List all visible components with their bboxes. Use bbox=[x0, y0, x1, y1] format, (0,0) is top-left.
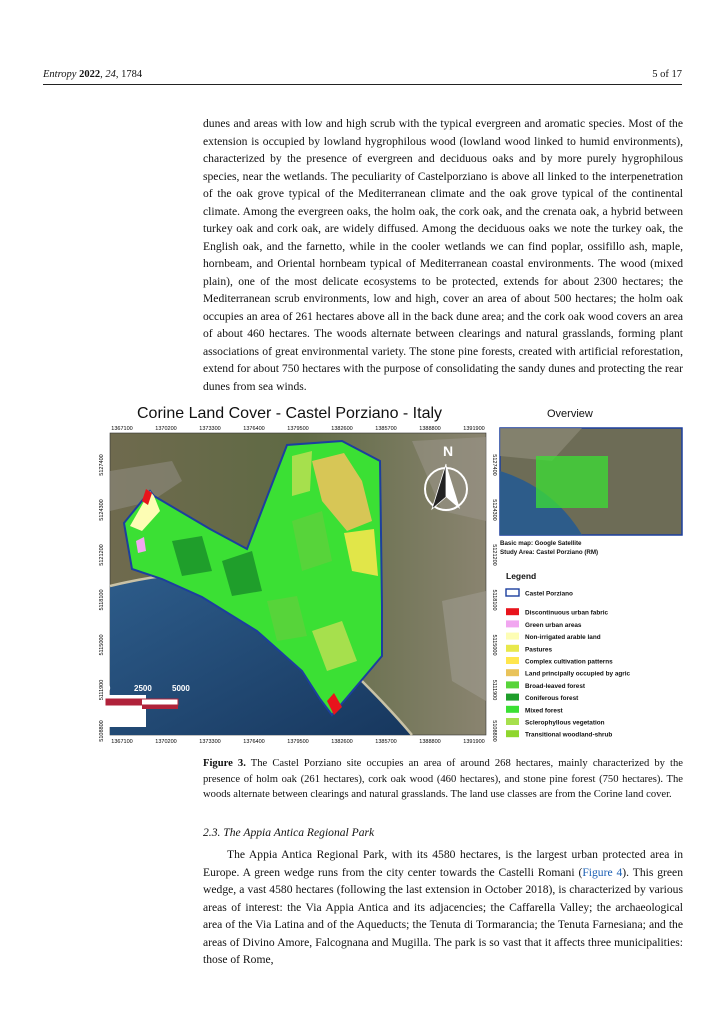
paragraph-part-2: ). This green wedge, a vast 4580 hectares (following the last extension in October 2018), is characterized by various areas of interest: the Via Appia Antica and its adjacencies; the Caffarella Valley; the archaeological area of the Via Latina and of the Aqueducts; the Tenuta di Tormarancia; the Tenuta Farnesiana; and the areas of Divino Amore, Falcognana and Mugilla. The park is so vast that it affects three municipalities: those of Rome, bbox=[203, 865, 683, 966]
x-tick: 1373300 bbox=[199, 739, 221, 745]
y-ticks-right bbox=[491, 454, 497, 741]
x-tick: 1373300 bbox=[199, 426, 221, 432]
legend-swatch bbox=[506, 669, 519, 676]
overview-map bbox=[500, 428, 682, 535]
y-tick: 5124300 bbox=[99, 499, 105, 521]
legend-swatch bbox=[506, 645, 519, 652]
y-tick: 5115000 bbox=[491, 634, 497, 656]
x-tick: 1385700 bbox=[375, 426, 397, 432]
study-area-note: Study Area: Castel Porziano (RM) bbox=[500, 549, 599, 556]
figure-3 bbox=[82, 401, 683, 748]
y-tick: 5108800 bbox=[491, 720, 497, 742]
y-tick: 5111900 bbox=[99, 679, 105, 701]
intro-paragraph: dunes and areas with low and high scrub with the typical evergreen and aromatic species. Most of the extension is occupied by lowland hygrophilous wood (lowland wood linked to humid environments), characterized by the presence of evergreen and deciduous oaks and by more purely hygrophilous species, near the wetlands. The peculiarity of Castelporziano is above all linked to the interpenetration of the oak grove typical of the Mediterranean climate and the oak grove typical of the continental climate. Among the evergreen oaks, the holm oak, the cork oak, and the crenata oak, a hybrid between turkey oak and cork oak, are widely diffused. Among the deciduous oaks we note the turkey oak, the English oak, and the farnetto, while in the cooler wetlands we can find poplar, ossifillo ash, maple, hornbeam, and Oriental hornbeam typical of Mediterranean coastal environments. The wood (mixed plain), one of the most delicate ecosystems to be protected, extends for about 2300 hectares; the Mediterranean scrub environments, low and high, cover an area of about 500 hectares; the holm oak occupies an area of 261 hectares above all in the back dune area; and the cork oak wood covers an area of about 460 hectares. The woods alternate between clearings and natural grasslands, forming plant associations of great environmental variety. The stone pine forests, created with artificial reforestation, extend for about 750 hectares with the purpose of consolidating the sandy dunes and protecting the rear dunes from sea winds. bbox=[203, 117, 683, 393]
legend-label: Coniferous forest bbox=[525, 695, 579, 703]
legend-swatch bbox=[506, 706, 519, 713]
legend-swatch bbox=[506, 657, 519, 664]
journal-volume: 24 bbox=[105, 69, 116, 80]
caption-text: The Castel Porziano site occupies an area of around 268 hectares, mainly characterized by the presence of holm oak (261 hectares), cork oak wood (460 hectares), and stone pine forest (750 hectares). The woods alternate between clearings and natural grasslands. The land use classes are from the Corine land cover. bbox=[203, 758, 683, 800]
legend-label: Discontinuous urban fabric bbox=[525, 609, 609, 617]
x-tick: 1367100 bbox=[111, 426, 133, 432]
legend-title: Legend bbox=[506, 571, 537, 581]
legend-label: Land principally occupied by agric bbox=[525, 670, 631, 678]
x-tick: 1388800 bbox=[419, 426, 441, 432]
legend-label: Castel Porziano bbox=[525, 590, 573, 598]
legend-label: Green urban areas bbox=[525, 621, 582, 629]
y-tick: 5115000 bbox=[99, 634, 105, 656]
basic-map-note: Basic map: Google Satellite bbox=[500, 540, 582, 547]
x-tick: 1376400 bbox=[243, 739, 265, 745]
legend-label: Mixed forest bbox=[525, 707, 563, 715]
y-tick: 5124300 bbox=[491, 499, 497, 521]
x-tick: 1382600 bbox=[331, 739, 353, 745]
x-tick: 1388800 bbox=[419, 739, 441, 745]
journal-citation: Entropy 2022, 24, 1784 bbox=[43, 69, 143, 80]
x-tick: 1385700 bbox=[375, 739, 397, 745]
x-tick: 1391900 bbox=[463, 426, 485, 432]
y-tick: 5118100 bbox=[99, 589, 105, 611]
x-tick: 1376400 bbox=[243, 426, 265, 432]
legend-swatch bbox=[506, 694, 519, 701]
section-title: 2.3. The Appia Antica Regional Park bbox=[203, 826, 375, 839]
scale-label-0: 0 bbox=[106, 684, 111, 693]
scale-label-2500: 2500 bbox=[134, 684, 152, 693]
y-ticks-left bbox=[99, 454, 105, 741]
y-tick: 5121200 bbox=[491, 544, 497, 566]
legend-swatch bbox=[506, 608, 519, 615]
paragraph-part-1: The Appia Antica Regional Park, with its 4580 hectares, is the largest urban protected area in Europe. A green wedge runs from the city center towards the Castelli Romani ( bbox=[203, 848, 683, 879]
journal-year: 2022 bbox=[79, 69, 101, 80]
legend-swatch bbox=[506, 620, 519, 627]
figure-caption bbox=[203, 756, 683, 803]
caption-label: Figure 3. bbox=[203, 758, 246, 769]
y-tick: 5111900 bbox=[491, 679, 497, 701]
legend-label: Sclerophyllous vegetation bbox=[525, 719, 605, 727]
legend-label: Non-irrigated arable land bbox=[525, 634, 601, 642]
legend-label: Transitional woodland-shrub bbox=[525, 731, 613, 739]
header-rule bbox=[43, 84, 682, 85]
legend-swatch bbox=[506, 633, 519, 640]
figure-4-link[interactable]: Figure 4 bbox=[582, 865, 623, 879]
y-tick: 5127400 bbox=[99, 454, 105, 476]
x-ticks-top bbox=[111, 426, 484, 432]
legend-swatch bbox=[506, 718, 519, 725]
x-tick: 1382600 bbox=[331, 426, 353, 432]
scale-label-5000: 5000 bbox=[172, 684, 190, 693]
section-paragraph bbox=[203, 846, 683, 969]
x-tick: 1391900 bbox=[463, 739, 485, 745]
legend bbox=[506, 571, 631, 739]
article-number: 1784 bbox=[121, 69, 143, 80]
x-tick: 1370200 bbox=[155, 739, 177, 745]
legend-label: Broad-leaved forest bbox=[525, 682, 586, 690]
legend-label: Pastures bbox=[525, 646, 552, 654]
x-tick: 1379500 bbox=[287, 739, 309, 745]
legend-swatch bbox=[506, 589, 519, 596]
y-tick: 5108800 bbox=[99, 720, 105, 742]
page-header bbox=[43, 69, 682, 83]
overview-title: Overview bbox=[547, 408, 593, 420]
main-map bbox=[106, 433, 486, 735]
overview-study-area bbox=[536, 456, 608, 508]
legend-swatch bbox=[506, 730, 519, 737]
y-tick: 5118100 bbox=[491, 589, 497, 611]
page-number: 5 of 17 bbox=[652, 69, 682, 80]
journal-name: Entropy bbox=[43, 69, 77, 80]
land-cover-map bbox=[82, 401, 683, 748]
legend-swatch bbox=[506, 681, 519, 688]
x-tick: 1379500 bbox=[287, 426, 309, 432]
map-title: Corine Land Cover - Castel Porziano - Italy bbox=[137, 405, 443, 422]
north-label: N bbox=[443, 443, 454, 459]
x-ticks-bottom bbox=[111, 739, 484, 745]
y-tick: 5127400 bbox=[491, 454, 497, 476]
x-tick: 1370200 bbox=[155, 426, 177, 432]
legend-label: Complex cultivation patterns bbox=[525, 658, 613, 666]
x-tick: 1367100 bbox=[111, 739, 133, 745]
y-tick: 5121200 bbox=[99, 544, 105, 566]
